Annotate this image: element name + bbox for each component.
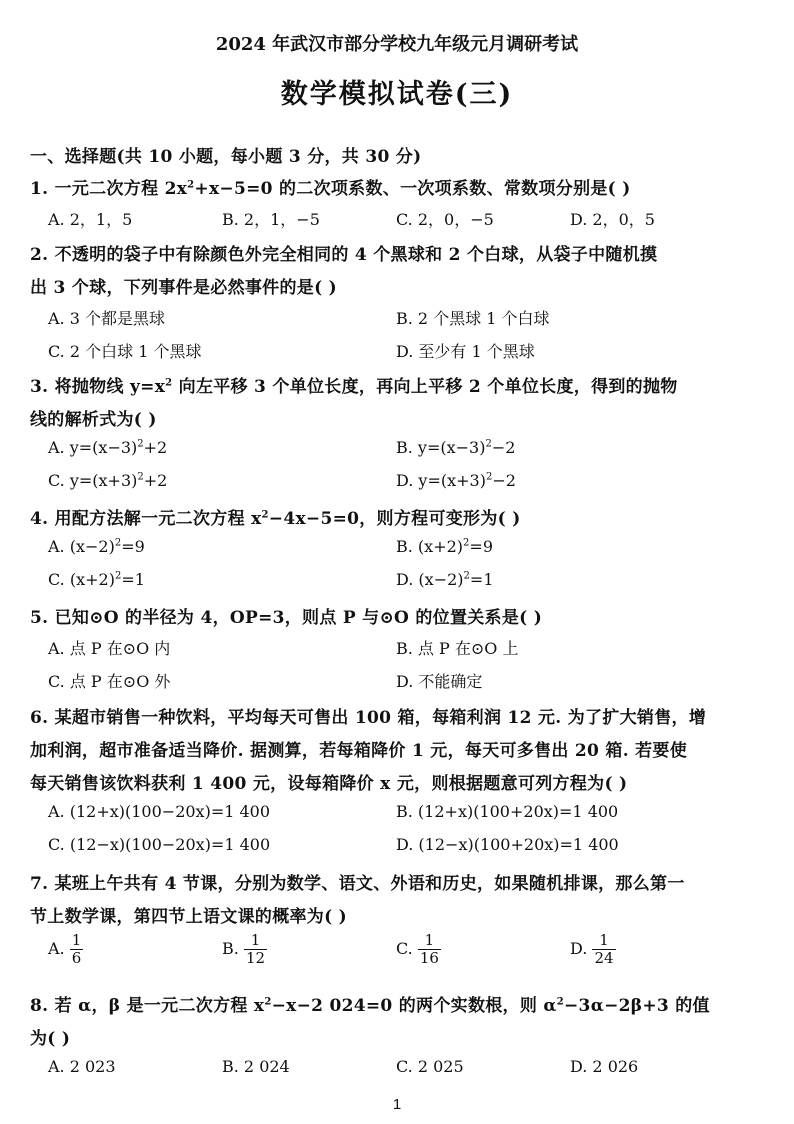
question-5-stem: 5. 已知⊙O 的半径为 4，OP=3，则点 P 与⊙O 的位置关系是( ) [30,608,543,628]
question-7-option-b: B. $\frac{1}{12}$ [222,931,266,967]
section-heading: 一、选择题(共 10 小题，每小题 3 分，共 30 分) [30,147,422,167]
question-6-stem-line-3: 每天销售该饮料获利 1 400 元，设每箱降价 x 元，则根据题意可列方程为( ) [30,774,628,794]
question-2-option-d: D. 至少有 1 个黑球 [396,342,535,361]
question-1-option-a: A. 2，1，5 [48,210,133,229]
question-7-option-d: D. $\frac{1}{24}$ [570,931,614,967]
fraction: $\frac{1}{12}$ [245,931,266,967]
question-8-stem-line-1: 8. 若 α，β 是一元二次方程 $x^2-x-2$ 024=0 的两个实数根，则 $\alpha^2-3\alpha-2\beta+3$ 的值 [30,996,710,1016]
question-3-option-c: C. $y=(x+3)^2+2$ [48,471,168,490]
question-5-option-d: D. 不能确定 [396,672,483,691]
question-2-option-a: A. 3 个都是黑球 [48,309,165,328]
question-3-option-b: B. $y=(x-3)^2-2$ [396,438,516,457]
question-8-option-a: A. 2 023 [48,1057,116,1076]
question-5-option-c: C. 点 P 在⊙O 外 [48,672,171,691]
question-2-stem-line-2: 出 3 个球，下列事件是必然事件的是( ) [30,278,337,298]
question-4-option-a: A. $(x-2)^2=9$ [48,537,145,556]
question-4-stem: 4. 用配方法解一元二次方程 $x^2-4x-5=0$，则方程可变形为( ) [30,509,521,529]
question-2-stem-line-1: 2. 不透明的袋子中有除颜色外完全相同的 4 个黑球和 2 个白球，从袋子中随机摸 [30,245,658,265]
question-4-option-c: C. $(x+2)^2=1$ [48,570,145,589]
question-2-option-c: C. 2 个白球 1 个黑球 [48,342,202,361]
question-7-stem-line-2: 节上数学课，第四节上语文课的概率为( ) [30,907,348,927]
question-4-option-b: B. $(x+2)^2=9$ [396,537,493,556]
question-7-option-a: A. $\frac{1}{6}$ [48,931,82,967]
question-6-stem-line-1: 6. 某超市销售一种饮料，平均每天可售出 100 箱，每箱利润 12 元. 为了扩大销售，增 [30,708,707,728]
question-2-option-b: B. 2 个黑球 1 个白球 [396,309,550,328]
question-1-option-d: D. 2，0，5 [570,210,655,229]
question-1-option-b: B. 2，1，−5 [222,210,320,229]
fraction: $\frac{1}{6}$ [71,931,82,967]
exam-title: 数学模拟试卷(三) [280,79,514,110]
question-8-option-d: D. 2 026 [570,1057,639,1076]
question-8-stem-line-2: 为( ) [30,1029,71,1049]
fraction: $\frac{1}{24}$ [594,931,614,967]
question-5-option-a: A. 点 P 在⊙O 内 [48,639,171,658]
question-3-option-a: A. $y=(x-3)^2+2$ [48,438,168,457]
question-6-option-d: D. (12−x)(100+20x)=1 400 [396,835,619,854]
question-4-option-d: D. $(x-2)^2=1$ [396,570,494,589]
question-6-option-b: B. (12+x)(100+20x)=1 400 [396,802,619,821]
question-1-option-c: C. 2，0，−5 [396,210,494,229]
question-5-option-b: B. 点 P 在⊙O 上 [396,639,519,658]
question-3-option-d: D. $y=(x+3)^2-2$ [396,471,516,490]
question-7-stem-line-1: 7. 某班上午共有 4 节课，分别为数学、语文、外语和历史，如果随机排课，那么第一 [30,874,685,894]
question-3-stem-line-2: 线的解析式为( ) [30,410,157,430]
question-8-option-c: C. 2 025 [396,1057,464,1076]
question-1-stem: 1. 一元二次方程 $2x^2+x-5=0$ 的二次项系数、一次项系数、常数项分别是( ) [30,179,631,199]
fraction: $\frac{1}{16}$ [419,931,439,967]
question-6-option-c: C. (12−x)(100−20x)=1 400 [48,835,271,854]
question-6-stem-line-2: 加利润，超市准备适当降价. 据测算，若每箱降价 1 元，每天可多售出 20 箱. 若要使 [30,741,688,761]
question-6-option-a: A. (12+x)(100−20x)=1 400 [48,802,271,821]
question-7-option-c: C. $\frac{1}{16}$ [396,931,439,967]
exam-subtitle: 2024 年武汉市部分学校九年级元月调研考试 [215,34,579,55]
question-3-stem-line-1: 3. 将抛物线 $y=x^2$ 向左平移 3 个单位长度，再向上平移 2 个单位长度，得到的抛物 [30,377,678,397]
page-number: 1 [392,1096,402,1113]
question-8-option-b: B. 2 024 [222,1057,290,1076]
